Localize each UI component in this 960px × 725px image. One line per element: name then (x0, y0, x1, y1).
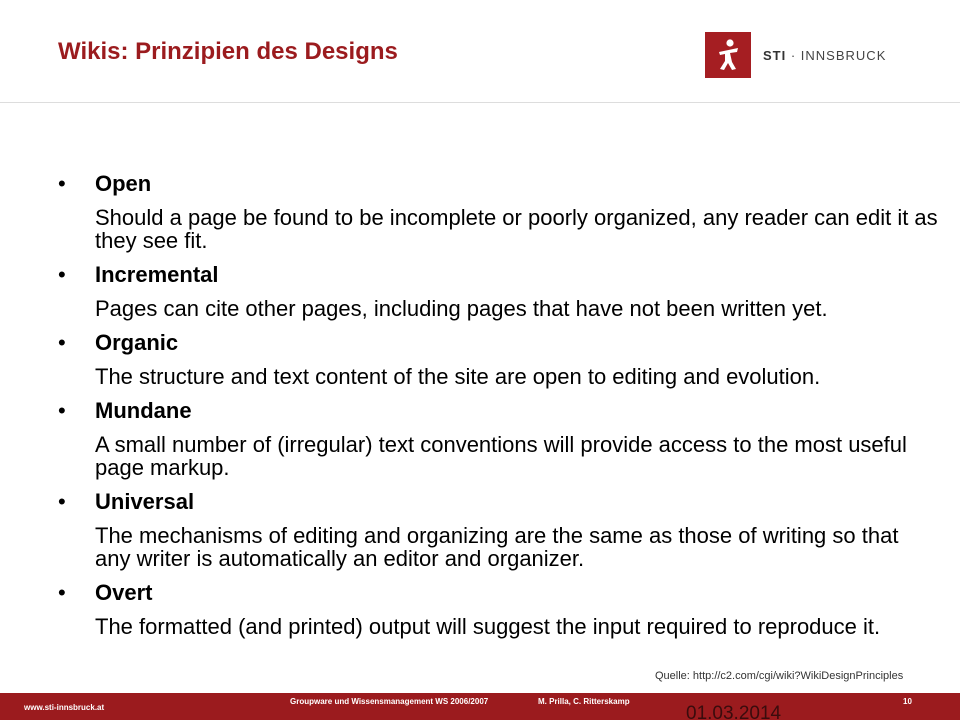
footer-date: 01.03.2014 (686, 703, 782, 724)
header-divider (0, 102, 960, 103)
footer-bar (0, 693, 960, 724)
bullet-marker: • (58, 171, 66, 196)
bullet-description: The mechanisms of editing and organizing are the same as those of writing so that any writer is automatically an editor and organizer. (95, 523, 899, 571)
principle-mundane (58, 397, 938, 479)
footer-site-url: www.sti-innsbruck.at (24, 703, 105, 712)
bullet-heading-text: Organic (95, 330, 179, 355)
sti-logo (705, 32, 886, 78)
slide-title: Wikis: Prinzipien des Designs (58, 38, 398, 65)
logo-brand: STI (763, 47, 787, 63)
bullet-heading (58, 488, 938, 516)
bullet-marker: • (58, 262, 66, 287)
bullet-heading (58, 397, 938, 425)
bullet-heading (58, 579, 938, 607)
bullet-heading (58, 170, 938, 198)
principles-list (58, 170, 938, 647)
source-citation: Quelle: http://c2.com/cgi/wiki?WikiDesignPrinciples (655, 670, 904, 682)
bullet-description: Should a page be found to be incomplete or poorly organized, any reader can edit it as they see fit. (95, 205, 938, 253)
bullet-heading-text: Mundane (95, 398, 192, 423)
bullet-heading-text: Open (95, 171, 152, 196)
bullet-heading (58, 261, 938, 289)
principle-universal (58, 488, 938, 570)
bullet-description: The formatted (and printed) output will suggest the input required to reproduce it. (95, 614, 881, 639)
logo-location: INNSBRUCK (800, 47, 887, 63)
bullet-heading-text: Universal (95, 489, 195, 514)
bullet-marker: • (58, 580, 66, 605)
bullet-marker: • (58, 398, 66, 423)
principle-incremental (58, 261, 938, 320)
principle-organic (58, 329, 938, 388)
bullet-description: Pages can cite other pages, including pages that have not been written yet. (95, 296, 828, 321)
bullet-marker: • (58, 330, 66, 355)
bullet-description: A small number of (irregular) text conventions will provide access to the most useful page markup. (95, 432, 907, 480)
principle-open (58, 170, 938, 252)
footer-course: Groupware und Wissensmanagement WS 2006/2007 (290, 697, 489, 706)
footer-page-number: 10 (903, 697, 912, 706)
logo-wordmark (763, 48, 886, 63)
bullet-marker: • (58, 489, 66, 514)
sti-person-icon (705, 32, 751, 78)
logo-separator: · (786, 47, 801, 63)
bullet-heading-text: Overt (95, 580, 153, 605)
principle-overt (58, 579, 938, 638)
bullet-heading (58, 329, 938, 357)
bullet-heading-text: Incremental (95, 262, 219, 287)
bullet-description: The structure and text content of the site are open to editing and evolution. (95, 364, 821, 389)
footer-authors: M. Prilla, C. Ritterskamp (538, 697, 630, 706)
